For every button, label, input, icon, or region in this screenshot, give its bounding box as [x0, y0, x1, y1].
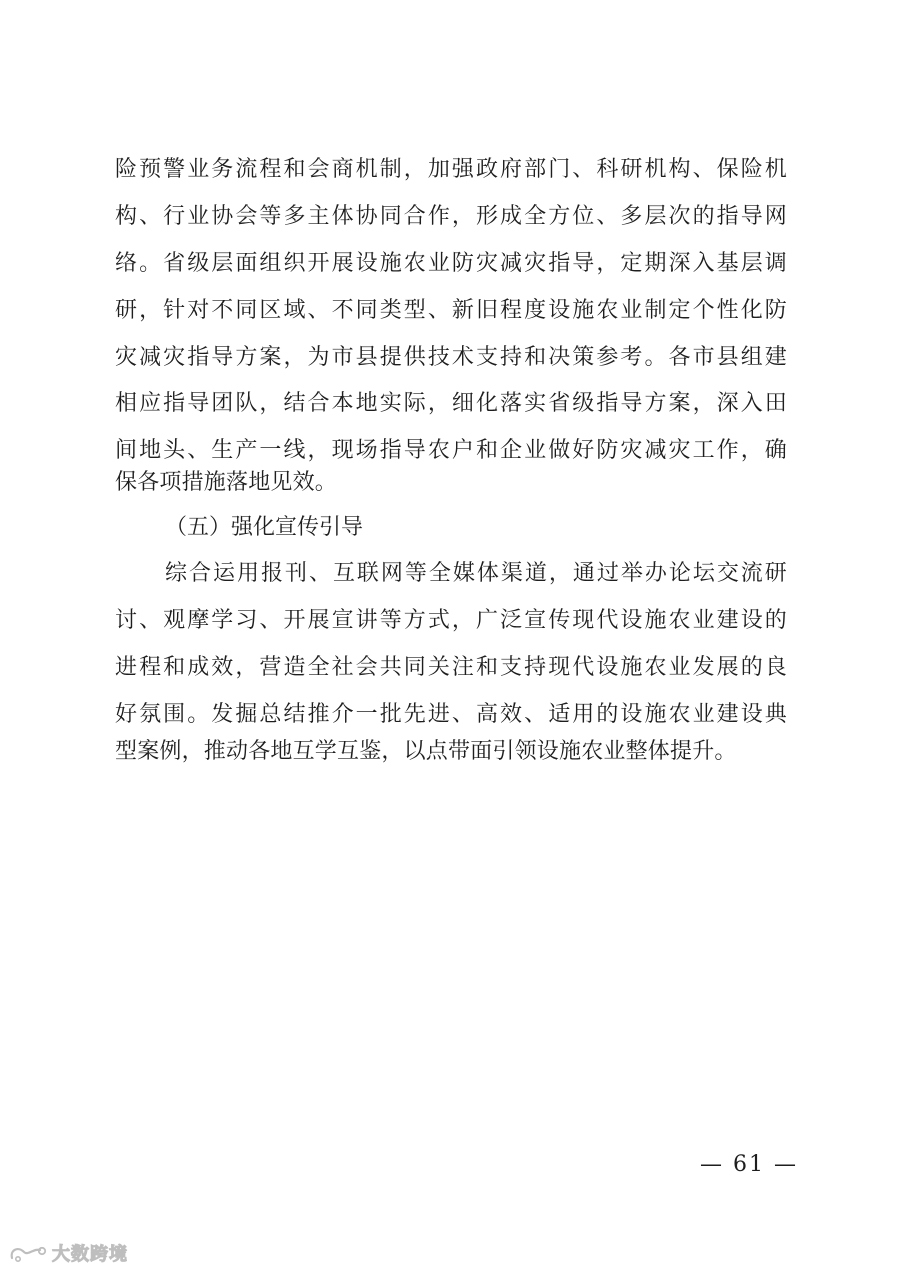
paragraph-1-line-2: 构、行业协会等多主体协同合作，形成全方位、多层次的指导网 [115, 204, 787, 229]
paragraph-1-line-1: 险预警业务流程和会商机制，加强政府部门、科研机构、保险机 [115, 157, 787, 182]
paragraph-2-line-1: 综合运用报刊、互联网等全媒体渠道，通过举办论坛交流研 [165, 561, 787, 586]
watermark-logo-icon [8, 1242, 48, 1264]
paragraph-1-line-5: 灾减灾指导方案，为市县提供技术支持和决策参考。各市县组建 [115, 345, 787, 370]
watermark [8, 1240, 128, 1266]
paragraph-2-line-2: 讨、观摩学习、开展宣讲等方式，广泛宣传现代设施农业建设的 [115, 608, 787, 633]
paragraph-1-line-8: 保各项措施落地见效。 [115, 470, 338, 495]
paragraph-2-line-4: 好氛围。发掘总结推介一批先进、高效、适用的设施农业建设典 [115, 702, 787, 727]
paragraph-1-line-4: 研，针对不同区域、不同类型、新旧程度设施农业制定个性化防 [115, 298, 787, 323]
page-number: — 61 — [700, 1152, 798, 1177]
watermark-text: 大数跨境 [52, 1244, 128, 1265]
paragraph-1-line-3: 络。省级层面组织开展设施农业防灾减灾指导，定期深入基层调 [115, 251, 787, 276]
paragraph-2-line-5: 型案例，推动各地互学互鉴，以点带面引领设施农业整体提升。 [115, 739, 737, 764]
section-heading: （五）强化宣传引导 [165, 515, 364, 540]
paragraph-2-line-3: 进程和成效，营造全社会共同关注和支持现代设施农业发展的良 [115, 655, 787, 680]
paragraph-1-line-7: 间地头、生产一线，现场指导农户和企业做好防灾减灾工作，确 [115, 438, 787, 463]
paragraph-1-line-6: 相应指导团队，结合本地实际，细化落实省级指导方案，深入田 [115, 391, 787, 416]
